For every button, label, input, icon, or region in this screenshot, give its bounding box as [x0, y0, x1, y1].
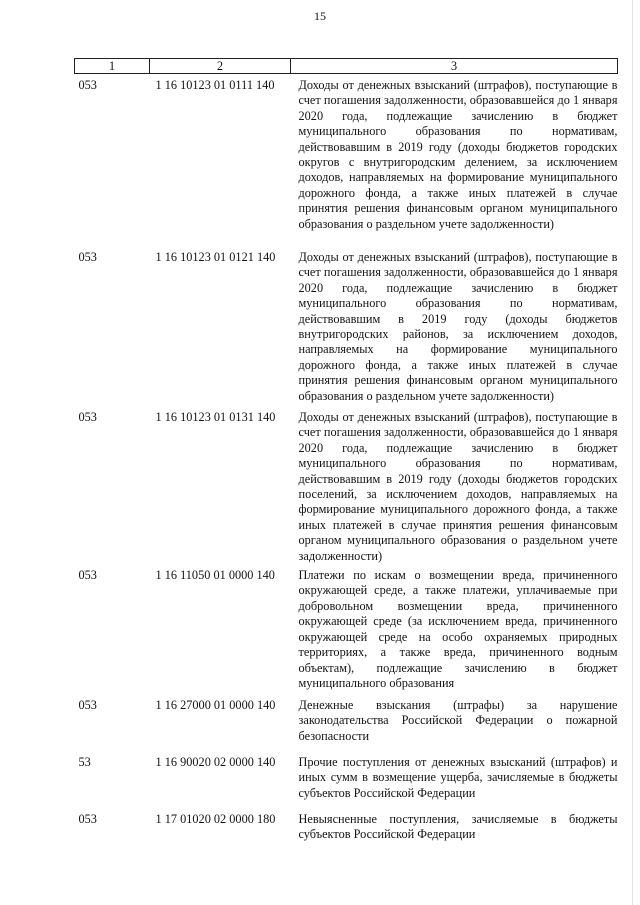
- description-cell: Доходы от денежных взысканий (штрафов), поступающие в счет погашения задолженности, образовавшейся до 1 января 2020 года, подлежащие зачислению в бюджет муниципального образования по нормативам, действовавшим в 2019 году (доходы бюджетов городских округов с внутригородским делением, за исключением доходов, направляемых на формирование муниципального дорожного фонда, а также иных платежей в случае принятия решения финансовым органом муниципального образования о раздельном учете задолженности): [298, 78, 618, 231]
- description-cell: Невыясненные поступления, зачисляемые в бюджеты субъектов Российской Федерации: [298, 812, 618, 842]
- admin-code-cell: 053: [78, 812, 97, 827]
- table-row: [75, 564, 618, 694]
- budget-code-cell: 1 16 90020 02 0000 140: [155, 755, 276, 770]
- budget-code-cell: 1 16 10123 01 0111 140: [155, 78, 275, 92]
- description-cell: Прочие поступления от денежных взысканий (штрафов) и иных сумм в возмещение ущерба, зачисляемые в бюджеты субъектов Российской Федерации: [298, 755, 618, 800]
- column-header-1: 1: [75, 59, 150, 74]
- table-row: [75, 808, 618, 852]
- column-header-3: 3: [291, 59, 618, 74]
- admin-code-cell: 053: [78, 698, 97, 713]
- table-row: [75, 694, 618, 751]
- description-cell: Платежи по искам о возмещении вреда, причиненного окружающей среде, а также платежи, уплачиваемые при добровольном возмещении вреда, причиненного окружающей среде (за исключением вреда, причиненного окружающей среде на особо охраняемых природных территориях, а также вреда, причиненного водным объектам), подлежащие зачислению в бюджет муниципального образования: [298, 568, 618, 690]
- table-row: [75, 74, 618, 247]
- description-cell: Доходы от денежных взысканий (штрафов), поступающие в счет погашения задолженности, образовавшейся до 1 января 2020 года, подлежащие зачислению в бюджет муниципального образования по нормативам, действовавшим в 2019 году (доходы бюджетов внутригородских районов, за исключением доходов, направляемых на формирование муниципального дорожного фонда, а также иных платежей в случае принятия решения финансовым органом муниципального образования о раздельном учете задолженности): [298, 250, 618, 403]
- admin-code-cell: 053: [78, 568, 97, 583]
- admin-code-cell: 053: [78, 250, 97, 264]
- description-cell: Доходы от денежных взысканий (штрафов), поступающие в счет погашения задолженности, образовавшейся до 1 января 2020 года, подлежащие зачислению в бюджет муниципального образования по нормативам, действовавшим в 2019 году (доходы бюджетов городских поселений, за исключением доходов, направляемых на формирование муниципального дорожного фонда, а также иных платежей в случае принятия решения финансовым органом муниципального образования о раздельном учете задолженности): [298, 410, 618, 563]
- budget-code-cell: 1 16 27000 01 0000 140: [155, 698, 276, 713]
- description-cell: Денежные взыскания (штрафы) за нарушение законодательства Российской Федерации о пожарной безопасности: [298, 698, 618, 743]
- table-row: [75, 751, 618, 808]
- budget-code-cell: 1 16 11050 01 0000 140: [155, 568, 275, 583]
- admin-code-cell: 53: [78, 755, 91, 770]
- column-header-2: 2: [150, 59, 291, 74]
- admin-code-cell: 053: [78, 410, 97, 424]
- admin-code-cell: 053: [78, 78, 97, 92]
- budget-code-cell: 1 16 10123 01 0131 140: [155, 410, 276, 424]
- budget-code-cell: 1 16 10123 01 0121 140: [155, 250, 276, 264]
- table-row: [75, 406, 618, 564]
- table-row: [75, 246, 618, 406]
- scan-edge-divider: [632, 0, 633, 905]
- budget-code-cell: 1 17 01020 02 0000 180: [155, 812, 276, 827]
- revenue-codes-table: [74, 58, 618, 852]
- table-header: [75, 59, 618, 74]
- page-number: 15: [314, 9, 326, 23]
